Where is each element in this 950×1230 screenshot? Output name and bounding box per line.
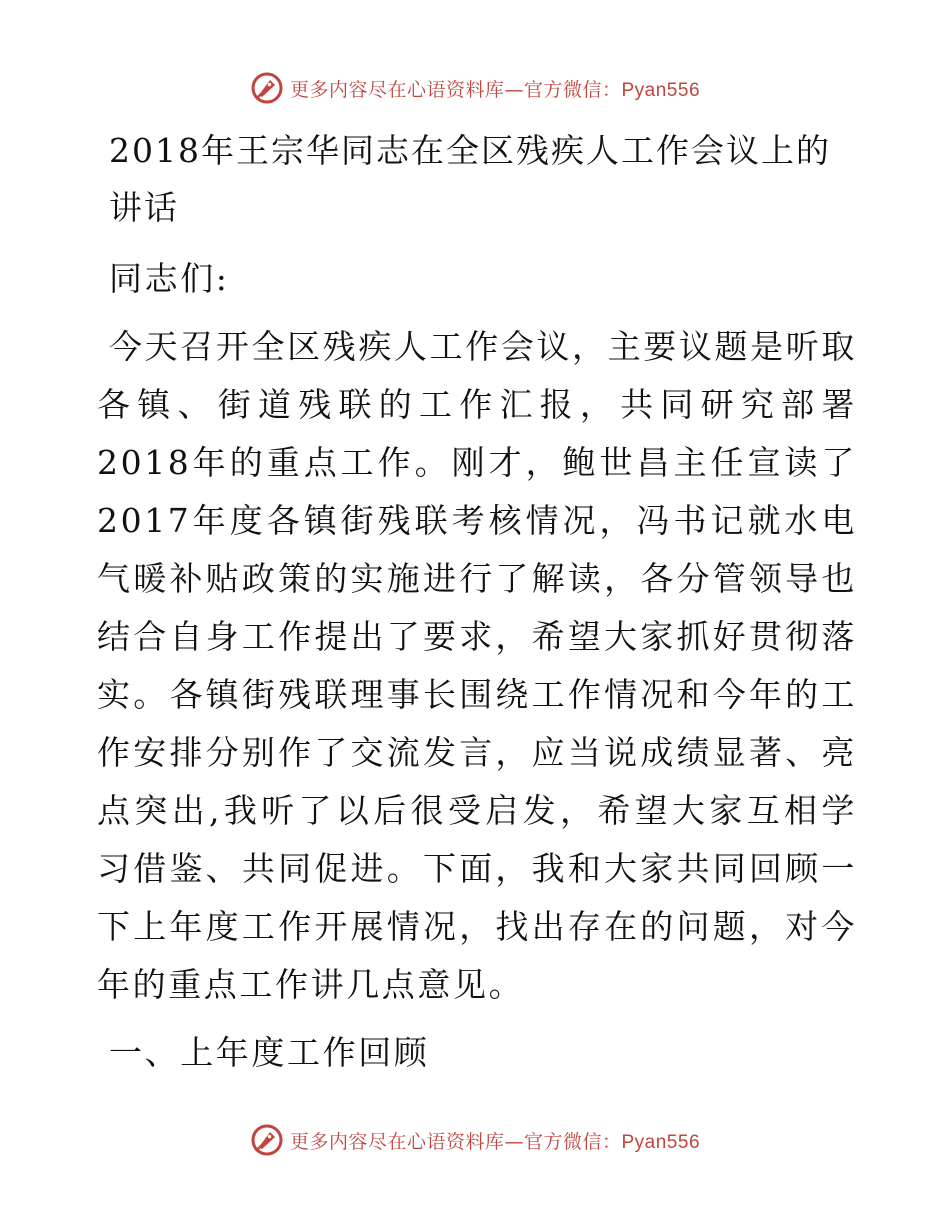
banner-main-text: 更多内容尽在心语资料库: [289, 1130, 505, 1153]
banner-official-text: 官方微信：: [523, 1130, 622, 1153]
pen-nib-logo-icon: [250, 1123, 284, 1157]
banner-official-text: 官方微信：: [523, 78, 622, 101]
footer-banner: [0, 1120, 950, 1160]
paragraph-1: 今天召开全区残疾人工作会议，主要议题是听取各镇、街道残联的工作汇报，共同研究部署2018年的重点工作。刚才，鲍世昌主任宣读了2017年度各镇街残联考核情况，冯书记就水电气暖补贴政策的实施进行了解读，各分管领导也结合自身工作提出了要求，希望大家抓好贯彻落实。各镇街残联理事长围绕工作情况和今年的工作安排分别作了交流发言，应当说成绩显著、亮点突出,我听了以后很受启发，希望大家互相学习借鉴、共同促进。下面，我和大家共同回顾一下上年度工作开展情况，找出存在的问题，对今年的重点工作讲几点意见。: [97, 327, 857, 1004]
banner-wechat-id: Pyan556: [621, 79, 701, 101]
banner-dash: —: [504, 1130, 524, 1153]
header-banner: [0, 68, 950, 108]
banner-text: [290, 75, 700, 102]
pen-nib-logo-icon: [250, 71, 284, 105]
salutation: 同志们:: [109, 259, 230, 298]
banner-text: [290, 1127, 700, 1154]
banner-dash: —: [504, 78, 524, 101]
banner-main-text: 更多内容尽在心语资料库: [289, 78, 505, 101]
section-heading-1: 一、上年度工作回顾: [109, 1033, 430, 1072]
document-title: 2018年王宗华同志在全区残疾人工作会议上的讲话: [109, 131, 831, 227]
banner-wechat-id: Pyan556: [621, 1131, 701, 1153]
document-body: [97, 122, 857, 1082]
